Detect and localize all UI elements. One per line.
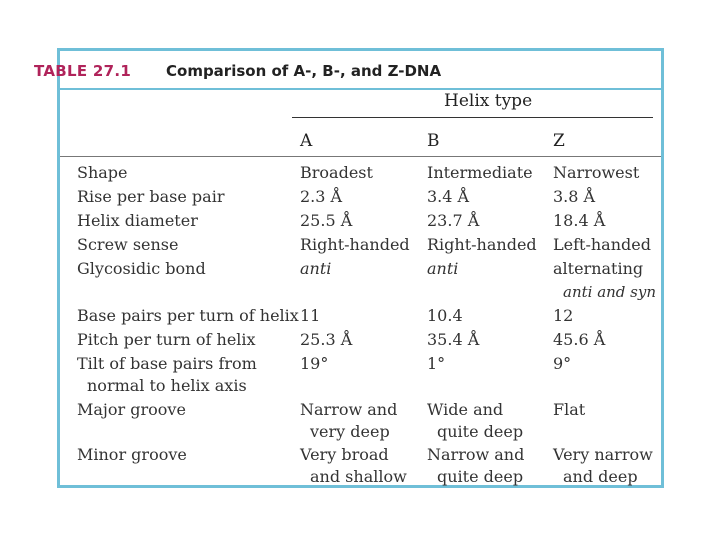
helix-type-header: Helix type bbox=[444, 91, 533, 111]
cell-tilt-b: 1° bbox=[427, 354, 446, 373]
row-label-screw-sense: Screw sense bbox=[77, 235, 179, 254]
cell-glycosidic-z-line2: anti and syn bbox=[563, 283, 657, 301]
row-label-base-pairs-per-turn: Base pairs per turn of helix bbox=[77, 306, 299, 325]
row-label-pitch: Pitch per turn of helix bbox=[77, 330, 256, 349]
cell-minor-groove-b: Narrow and bbox=[427, 445, 525, 464]
cell-bp-turn-z: 12 bbox=[553, 306, 574, 325]
cell-rise-b: 3.4 Å bbox=[427, 187, 470, 206]
cell-screw-sense-a: Right-handed bbox=[300, 235, 410, 254]
cell-tilt-a: 19° bbox=[300, 354, 329, 373]
cell-major-groove-b-line2: quite deep bbox=[437, 422, 524, 441]
cell-rise-a: 2.3 Å bbox=[300, 187, 343, 206]
cell-major-groove-a-line2: very deep bbox=[310, 422, 390, 441]
cell-major-groove-a: Narrow and bbox=[300, 400, 398, 419]
cell-pitch-z: 45.6 Å bbox=[553, 330, 606, 349]
cell-minor-groove-z: Very narrow bbox=[553, 445, 653, 464]
cell-glycosidic-a: anti bbox=[300, 259, 332, 278]
cell-bp-turn-b: 10.4 bbox=[427, 306, 463, 325]
cell-minor-groove-a: Very broad bbox=[300, 445, 389, 464]
row-label-diameter: Helix diameter bbox=[77, 211, 198, 230]
cell-tilt-z: 9° bbox=[553, 354, 572, 373]
cell-glycosidic-b: anti bbox=[427, 259, 459, 278]
cell-major-groove-z: Flat bbox=[553, 400, 586, 419]
cell-diameter-b: 23.7 Å bbox=[427, 211, 480, 230]
column-header-a: A bbox=[300, 131, 313, 151]
column-header-b: B bbox=[427, 131, 440, 151]
cell-glycosidic-z: alternating bbox=[553, 259, 644, 278]
row-label-shape: Shape bbox=[77, 163, 128, 182]
row-label-tilt: Tilt of base pairs from bbox=[77, 354, 257, 373]
cell-bp-turn-a: 11 bbox=[300, 306, 321, 325]
cell-major-groove-b: Wide and bbox=[427, 400, 504, 419]
cell-pitch-a: 25.3 Å bbox=[300, 330, 353, 349]
cell-minor-groove-a-line2: and shallow bbox=[310, 467, 407, 486]
row-label-glycosidic: Glycosidic bond bbox=[77, 259, 206, 278]
row-label-tilt-line2: normal to helix axis bbox=[87, 376, 247, 395]
table-title: Comparison of A-, B-, and Z-DNA bbox=[166, 62, 442, 80]
row-label-major-groove: Major groove bbox=[77, 400, 186, 419]
cell-minor-groove-b-line2: quite deep bbox=[437, 467, 524, 486]
cell-pitch-b: 35.4 Å bbox=[427, 330, 480, 349]
helix-type-rule bbox=[292, 117, 653, 118]
row-label-rise: Rise per base pair bbox=[77, 187, 225, 206]
cell-screw-sense-b: Right-handed bbox=[427, 235, 537, 254]
cell-shape-b: Intermediate bbox=[427, 163, 533, 182]
row-label-minor-groove: Minor groove bbox=[77, 445, 187, 464]
cell-diameter-a: 25.5 Å bbox=[300, 211, 353, 230]
cell-minor-groove-z-line2: and deep bbox=[563, 467, 638, 486]
cell-rise-z: 3.8 Å bbox=[553, 187, 596, 206]
header-rule bbox=[60, 156, 661, 157]
cell-shape-z: Narrowest bbox=[553, 163, 640, 182]
table-number: TABLE 27.1 bbox=[34, 62, 132, 80]
column-header-z: Z bbox=[553, 131, 565, 151]
cell-diameter-z: 18.4 Å bbox=[553, 211, 606, 230]
cell-screw-sense-z: Left-handed bbox=[553, 235, 651, 254]
cell-shape-a: Broadest bbox=[300, 163, 373, 182]
